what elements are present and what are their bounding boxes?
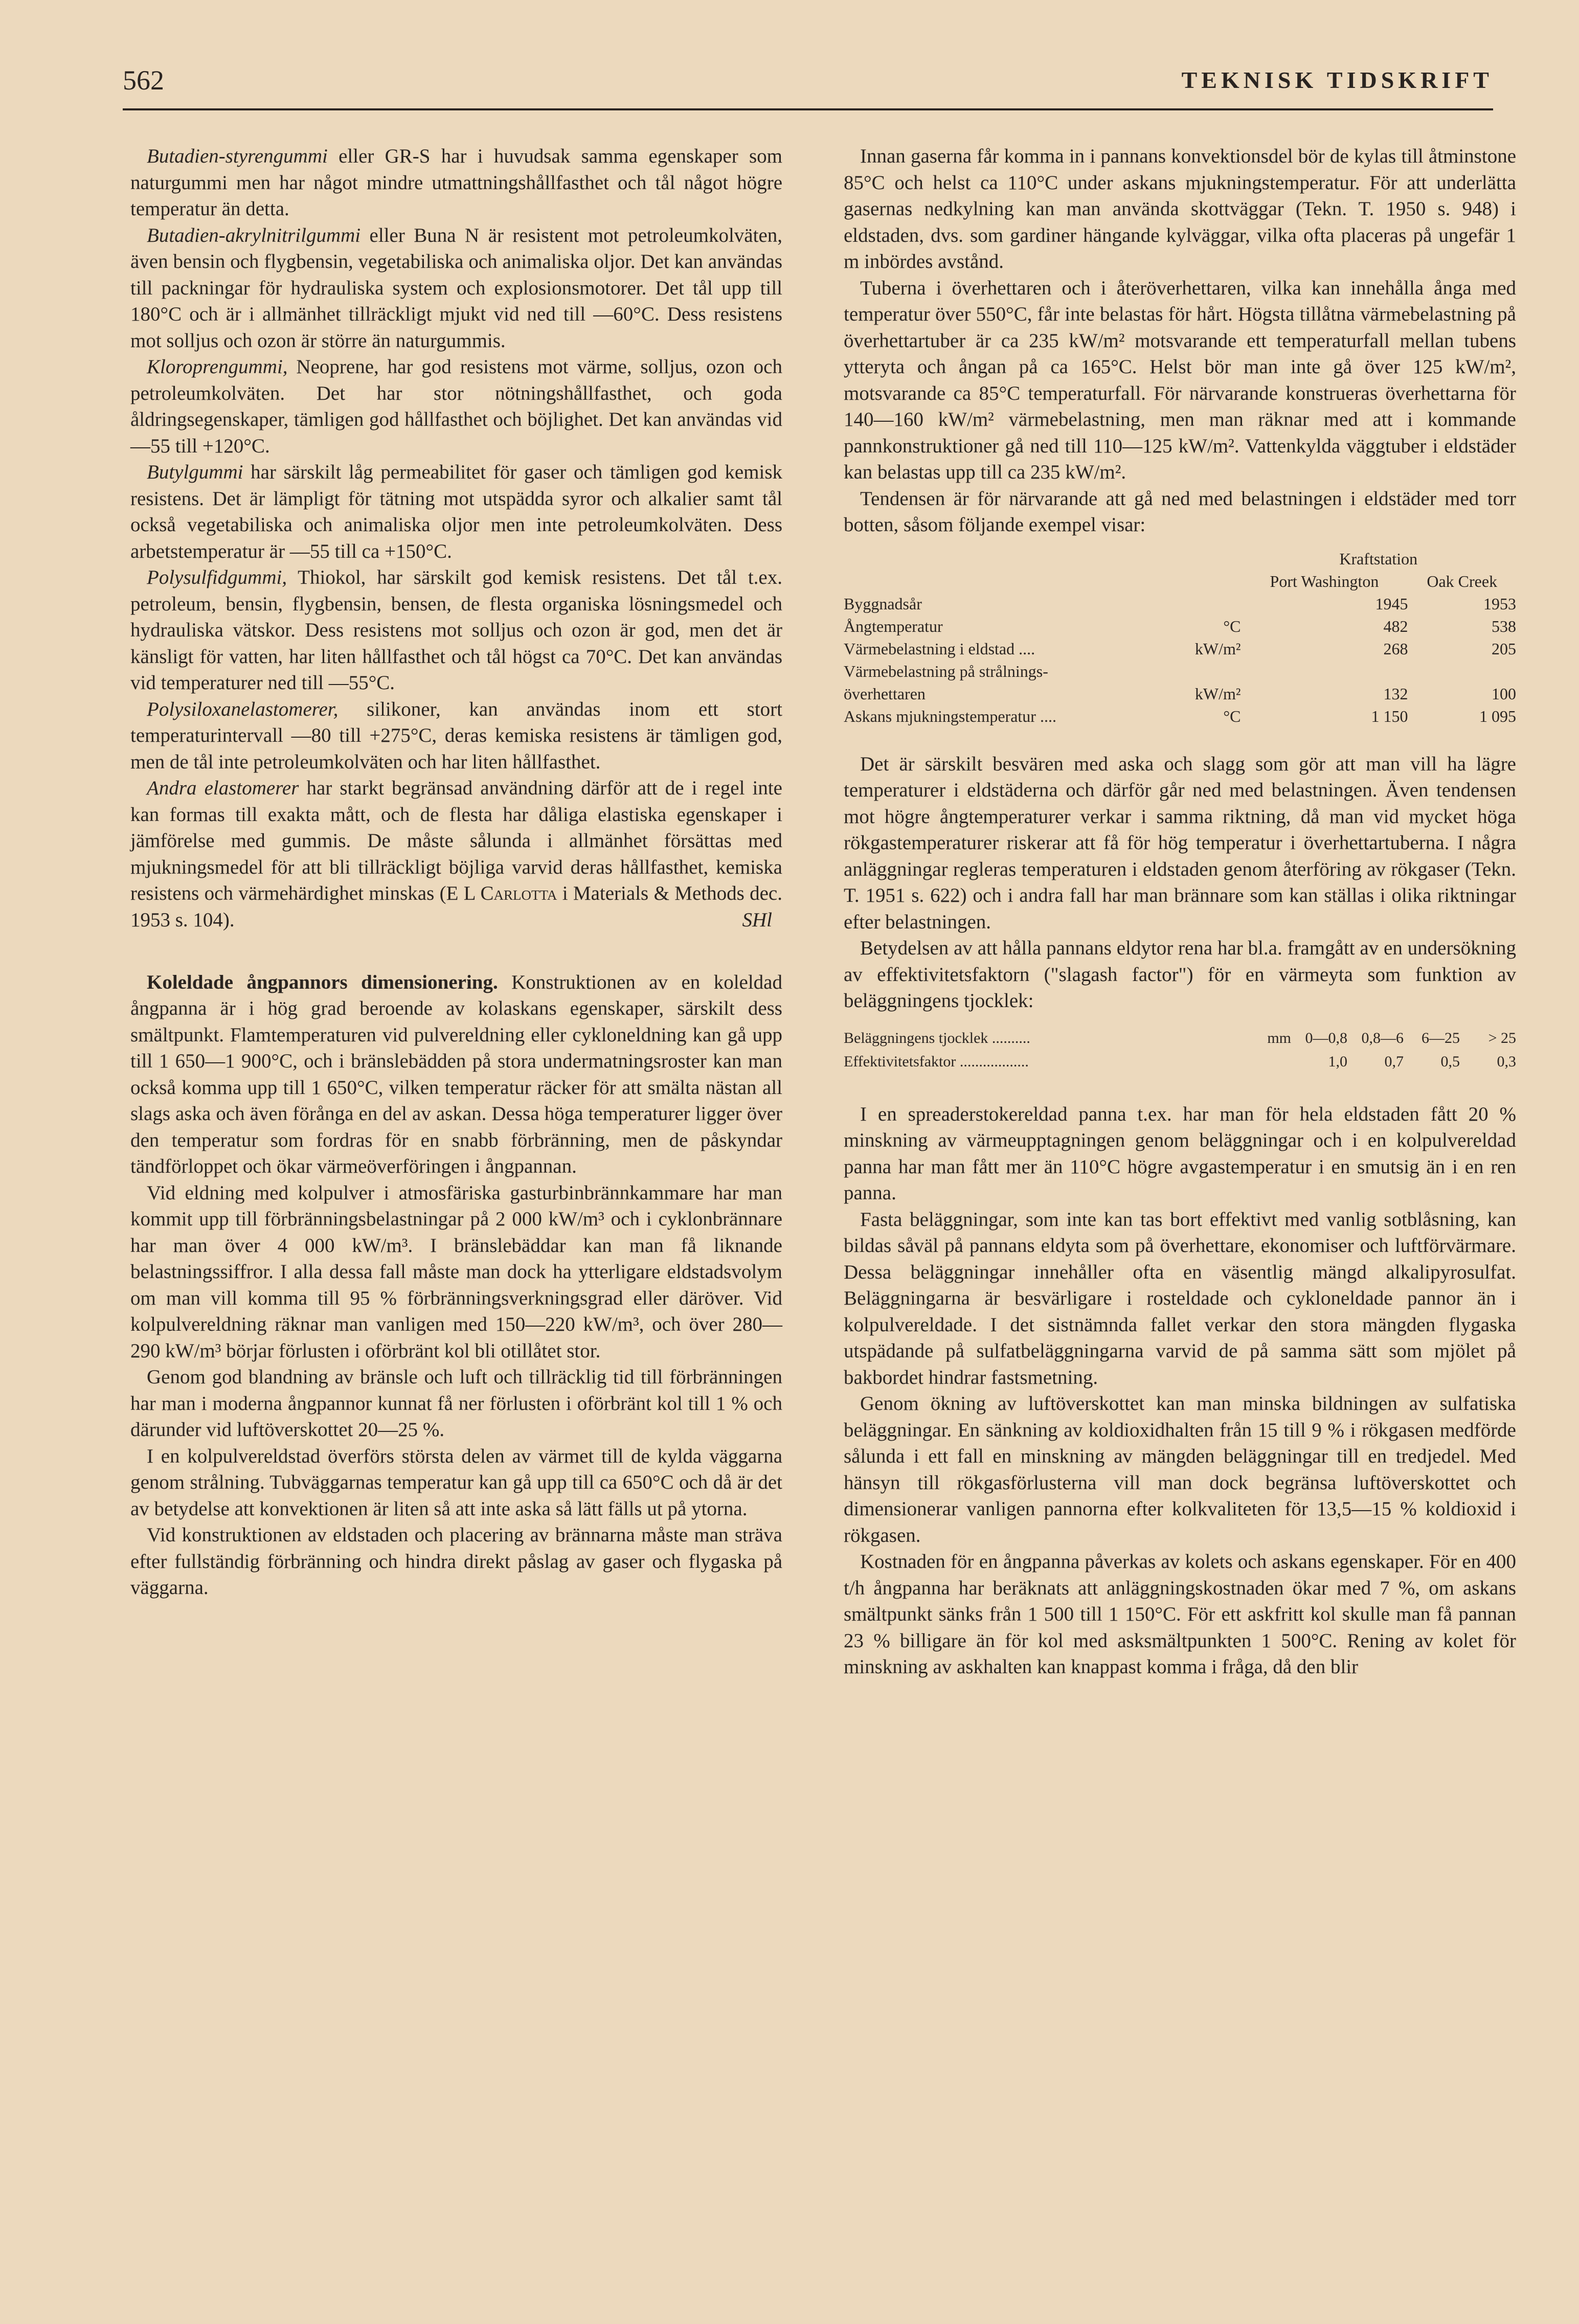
cell-value: 132 bbox=[1383, 684, 1408, 703]
page-header bbox=[123, 62, 1493, 110]
table-header-row bbox=[844, 570, 1516, 593]
paragraph-text: Neoprene, har god resistens mot värme, solljus, ozon och petroleumkolväten. Det har stor nötningshållfasthet, och goda åldringsegenskaper, tämligen god hållfasthet och böjlighet. Det kan användas vid —55 till +120°C. bbox=[130, 356, 782, 457]
table-row bbox=[844, 660, 1516, 682]
cell-value: 0,3 bbox=[1497, 1053, 1516, 1070]
right-column bbox=[844, 143, 1516, 1680]
paragraph: I en spreaderstokereldad panna t.ex. har man för hela eldstaden fått 20 % minskning av värmeupptagningen genom beläggningar och i en kolpulvereldad panna har man fått mer än 110°C högre avgastemperatur i en smutsig än i en ren panna. bbox=[844, 1103, 1516, 1204]
row-label: Värmebelastning på strålnings- bbox=[844, 662, 1048, 680]
paragraph bbox=[130, 969, 782, 1180]
paragraph-text: Konstruktionen av en koleldad ångpanna är i hög grad beroende av kolaskans egenskaper, särskilt dess smältpunkt. Flamtemperaturen vid pulvereldning eller cykloneldning kan gå upp till 1 650—1 900°C, och i bränslebädden på stora undermatningsroster kan man också komma upp till 1 650°C, vilken temperatur räcker för att smälta nästan all slags aska och även förånga en del av askan. Dessa höga temperaturer ligger över den temperatur som fordras för en snabb förbränning, men de påskyndar tändförloppet och ökar värmeöverföringen i ångpannan. bbox=[130, 971, 782, 1177]
term: Polysiloxanelastomerer, bbox=[147, 698, 339, 720]
row-unit: kW/m² bbox=[1194, 684, 1241, 703]
row-unit bbox=[1170, 660, 1241, 682]
paragraph-text: silikoner, kan användas inom ett stort temperaturintervall —80 till +275°C, deras kemiska resistens är tämligen god, men de tål inte petroleumkolväten och har liten hållfasthet. bbox=[130, 698, 782, 773]
cell-value: 0,5 bbox=[1440, 1053, 1460, 1070]
row-label: överhettaren bbox=[844, 684, 926, 703]
cell-value: 0,7 bbox=[1384, 1053, 1404, 1070]
cell-value: 1953 bbox=[1483, 594, 1516, 613]
row-unit bbox=[1240, 1050, 1291, 1074]
paragraph bbox=[130, 222, 782, 354]
paragraph bbox=[130, 696, 782, 776]
row-unit: kW/m² bbox=[1194, 639, 1241, 658]
row-label: Värmebelastning i eldstad .... bbox=[844, 639, 1035, 658]
paragraph-text: eller GR-S har i huvudsak samma egenskaper som naturgummi men har något mindre utmattningshållfasthet och tål något högre temperatur än detta. bbox=[130, 145, 782, 220]
author-name: Carlotta bbox=[480, 882, 557, 904]
paragraph bbox=[130, 564, 782, 696]
paragraph: Vid eldning med kolpulver i atmosfäriska gasturbinbrännkammare har man kommit upp till förbränningsbelastningar på 2 000 kW/m³ och i cyklonbrännare har man över 4 000 kW/m³. I bränslebäddar kan man få liknande belastningssiffror. I alla dessa fall måste man dock ha ytterligare eldstadsvolym om man vill komma till 95 % förbränningsverkningsgrad eller däröver. Vid kolpulvereldning räknar man vanligen med 150—220 kW/m³, och över 280—290 kW/m³ börjar förlusten i oförbränt kol bli otillåtet stor. bbox=[130, 1181, 782, 1362]
column-header: Port Washington bbox=[1270, 572, 1379, 590]
row-label: Byggnadsår bbox=[844, 594, 922, 613]
table-row bbox=[844, 1050, 1516, 1074]
paragraph: Tendensen är för närvarande att gå ned med belastningen i eldstäder med torr botten, såsom följande exempel visar: bbox=[844, 487, 1516, 536]
term: Andra elastomerer bbox=[147, 777, 299, 799]
table-row bbox=[844, 705, 1516, 727]
cell-value: 1,0 bbox=[1328, 1053, 1347, 1070]
cell-value: 482 bbox=[1383, 617, 1408, 635]
column-header: Oak Creek bbox=[1427, 572, 1498, 590]
paragraph: Det är särskilt besvären med aska och slagg som gör att man vill ha lägre temperaturer i eldstäderna och därför går ned med belastningen. Även tendensen mot högre ångtemperaturer verkar i samma riktning, då man vid mycket höga rökgastemperaturer riskerar att få för hög temperatur i överhettartuberna. I några anläggningar regleras temperaturen i eldstaden genom återföring av rökgaser (Tekn. T. 1951 s. 622) och i andra fall har man brännare som kan ställas i olika riktningar efter belastningen. bbox=[844, 753, 1516, 933]
paragraph: Vid konstruktionen av eldstaden och placering av brännarna måste man sträva efter fullständig förbränning och hindra direkt påslag av gaser och flygaska på väggarna. bbox=[130, 1524, 782, 1599]
signature: SHl bbox=[742, 909, 772, 931]
cell-value: 538 bbox=[1492, 617, 1516, 635]
table-row bbox=[844, 615, 1516, 637]
efficiency-table bbox=[844, 1027, 1516, 1074]
row-unit: °C bbox=[1223, 617, 1241, 635]
cell-value: 205 bbox=[1492, 639, 1516, 658]
table-group-header: Kraftstation bbox=[1339, 549, 1418, 568]
term: Kloroprengummi, bbox=[147, 356, 288, 378]
page-number: 562 bbox=[123, 65, 164, 96]
paragraph: Innan gaserna får komma in i pannans konvektionsdel bör de kylas till åtminstone 85°C och helst ca 110°C under askans mjukningstemperatur. För att underlätta gasernas nedkylning kan man använda skottväggar (Tekn. T. 1950 s. 948) i eldstaden, dvs. som gardiner hängande kylväggar, vilka ofta placeras på ungefär 1 m inbördes avstånd. bbox=[844, 145, 1516, 272]
term: Butylgummi bbox=[147, 461, 243, 483]
paragraph-text: i Materials & Methods dec. 1953 s. 104). bbox=[130, 882, 782, 931]
paragraph-text: eller Buna N är resistent mot petroleumkolväten, även bensin och flygbensin, vegetabiliska och animaliska oljor. Det kan användas till packningar för hydrauliska system och explosionsmotorer. Det tål upp till 180°C och är i allmänhet tillräckligt mjukt vid ned till —60°C. Dess resistens mot solljus och ozon är större än naturgummis. bbox=[130, 224, 782, 352]
left-column bbox=[130, 143, 782, 1601]
paragraph-text: har starkt begränsad användning därför att de i regel inte kan formas till exakta mått, och de flesta har dåliga elastiska egenskaper i jämförelse med gummis. De måste sålunda i allmänhet försättas med mjukningsmedel för att bli tillräckligt böjliga varvid deras hållfasthet, kemiska resistens och värmehärdighet minskas (E L bbox=[130, 777, 782, 904]
paragraph bbox=[130, 354, 782, 459]
cell-value: 6—25 bbox=[1422, 1029, 1460, 1046]
power-station-table bbox=[844, 548, 1516, 727]
cell-value: 268 bbox=[1383, 639, 1408, 658]
section-gap bbox=[130, 933, 782, 969]
row-label: Beläggningens tjocklek .......... bbox=[844, 1029, 1030, 1046]
row-label: Ångtemperatur bbox=[844, 617, 943, 635]
row-label: Effektivitetsfaktor .................. bbox=[844, 1053, 1029, 1070]
paragraph: Fasta beläggningar, som inte kan tas bort effektivt med vanlig sotblåsning, kan bildas såväl på pannans eldyta som på överhettare, ekonomiser och luftförvärmare. Dessa beläggningar innehåller ofta en väsentlig mängd alkalipyrosulfat. Beläggningarna är besvärligare i rosteldade och cykloneldade pannor än i kolpulvereldade. I det sistnämnda fallet verkar den stora mängden flygaska utspädande på sulfatbeläggningarna varvid de på samma sätt som mjölet på bakbordet hindrar fastsmetning. bbox=[844, 1208, 1516, 1388]
table-group-header-row bbox=[844, 548, 1516, 570]
term: Butadien-akrylnitrilgummi bbox=[147, 224, 361, 246]
section-headline: Koleldade ångpannors dimensionering. bbox=[147, 971, 498, 993]
cell-value: > 25 bbox=[1488, 1029, 1516, 1046]
cell-value: 0,8—6 bbox=[1361, 1029, 1404, 1046]
cell-value bbox=[1241, 660, 1408, 682]
paragraph: Kostnaden för en ångpanna påverkas av kolets och askans egenskaper. För en 400 t/h ångpanna har beräknats att anläggningskostnaden ökar med 7 %, om askans smältpunkt sänks från 1 500 till 1 150°C. För ett askfritt kol skulle man få pannan 23 % billigare än för kol med asksmältpunkten 1 500°C. Rening av kolet för minskning av askhalten kan knappast komma i fråga, då den blir bbox=[844, 1551, 1516, 1678]
paragraph bbox=[130, 143, 782, 222]
table-row bbox=[844, 637, 1516, 660]
table-row bbox=[844, 682, 1516, 705]
paragraph: Genom ökning av luftöverskottet kan man minska bildningen av sulfatiska beläggningar. En sänkning av koldioxidhalten från 15 till 9 % i rökgasen medförde sålunda i ett fall en minskning av mängden beläggningar till en tredjedel. Med hänsyn till rökgasförlusterna vill man dock begränsa luftöverskottet och dimensionerar vanligen pannorna efter kolkvaliteten för 13,5—15 % koldioxid i rökgasen. bbox=[844, 1393, 1516, 1546]
cell-value: 100 bbox=[1492, 684, 1516, 703]
term: Butadien-styrengummi bbox=[147, 145, 328, 167]
paragraph: I en kolpulvereldstad överförs största delen av värmet till de kylda väggarna genom strålning. Tubväggarnas temperatur kan gå upp till ca 650°C och då är det av betydelse att konvektionen är liten så att inte aska så lätt fälls ut på ytorna. bbox=[130, 1445, 782, 1520]
paragraph-text: Thiokol, har särskilt god kemisk resistens. Det tål t.ex. petroleum, bensin, flygbensin, bensen, de flesta organiska lösningsmedel och hydrauliska vätskor. Dess resistens mot solljus och ozon är god, men det är känsligt för vatten, har liten hållfasthet och tål högst ca 70°C. Det kan användas vid temperaturer ned till —55°C. bbox=[130, 566, 782, 694]
paragraph bbox=[130, 459, 782, 564]
cell-value: 0—0,8 bbox=[1305, 1029, 1347, 1046]
cell-value bbox=[1408, 660, 1516, 682]
row-unit bbox=[1170, 593, 1241, 615]
paragraph: Tuberna i överhettaren och i återöverhettaren, vilka kan innehålla ånga med temperatur över 550°C, får inte belastas för hårt. Högsta tillåtna värmebelastning på överhettartuber är ca 235 kW/m² motsvarande ett temperaturfall mellan tubens ytteryta och ångan på ca 165°C. Helst bör man inte gå över 125 kW/m², motsvarande ca 85°C temperaturfall. För närvarande konstrueras överhettarna för 140—160 kW/m² värmebelastning, men man räknar med att i kommande pannkonstruktioner gå ned till 110—125 kW/m². Vattenkylda väggtuber i eldstäder kan belastas upp till ca 235 kW/m². bbox=[844, 277, 1516, 483]
row-unit: mm bbox=[1267, 1029, 1291, 1046]
paragraph-text: har särskilt låg permeabilitet för gaser och tämligen god kemisk resistens. Det är lämpligt för tätning mot utspädda syror och alkalier samt tål också vegetabiliska och animaliska oljor men inte petroleumkolväten. Dess arbetstemperatur är —55 till ca +150°C. bbox=[130, 461, 782, 562]
table-row bbox=[844, 1027, 1516, 1050]
paragraph: Genom god blandning av bränsle och luft och tillräcklig tid till förbränningen har man i moderna ångpannor kunnat få ner förlusten i oförbränt kol till 1 % och därunder vid luftöverskottet 20—25 %. bbox=[130, 1366, 782, 1441]
cell-value: 1945 bbox=[1375, 594, 1408, 613]
journal-title: TEKNISK TIDSKRIFT bbox=[1181, 67, 1493, 93]
paragraph: Betydelsen av att hålla pannans eldytor rena har bl.a. framgått av en undersökning av effektivitetsfaktorn ("slagash factor") för en värmeyta som funktion av beläggningens tjocklek: bbox=[844, 937, 1516, 1012]
row-unit: °C bbox=[1223, 707, 1241, 725]
table-row bbox=[844, 593, 1516, 615]
term: Polysulfidgummi, bbox=[147, 566, 287, 588]
row-label: Askans mjukningstemperatur .... bbox=[844, 707, 1056, 725]
cell-value: 1 150 bbox=[1371, 707, 1408, 725]
cell-value: 1 095 bbox=[1479, 707, 1516, 725]
